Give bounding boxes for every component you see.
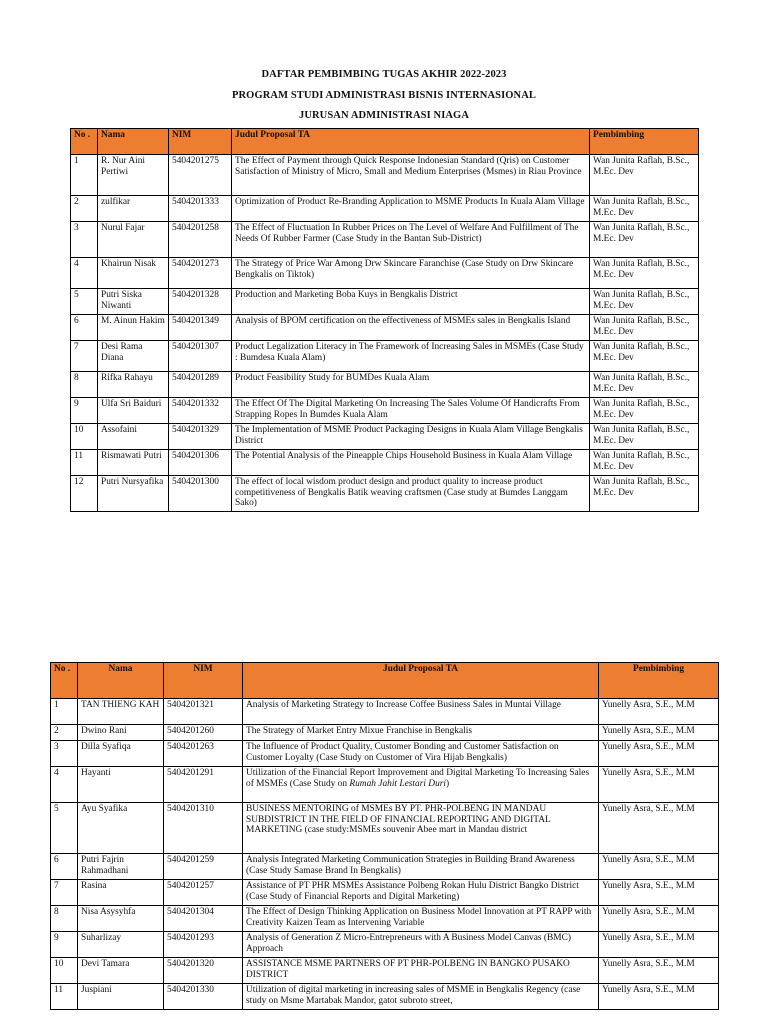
row-nim: 5404201291 — [164, 767, 243, 803]
row-no: 6 — [71, 315, 98, 341]
row-no: 3 — [71, 222, 98, 258]
row-no: 4 — [71, 258, 98, 289]
table-row — [71, 424, 699, 450]
row-judul: The Effect of Design Thinking Application on Business Model Innovation at PT RAPP with Creativity Kaizen Team as Intervening Variable — [243, 906, 599, 932]
table-header-row — [71, 129, 699, 155]
table-row — [51, 906, 719, 932]
row-judul: Product Feasibility Study for BUMDes Kuala Alam — [232, 372, 590, 398]
row-pembimbing: Wan Junita Raflah, B.Sc., M.Ec. Dev — [590, 476, 699, 512]
row-nim: 5404201258 — [169, 222, 232, 258]
row-no: 10 — [71, 424, 98, 450]
row-no: 11 — [51, 984, 78, 1010]
row-nama: Devi Tamara — [78, 958, 164, 984]
table-row — [51, 803, 719, 854]
table-row — [51, 932, 719, 958]
row-nama: Suharlizay — [78, 932, 164, 958]
row-pembimbing: Yunelly Asra, S.E., M.M — [599, 725, 719, 741]
header-nama: Nama — [78, 663, 164, 699]
table-row — [51, 767, 719, 803]
header-nim: NIM — [164, 663, 243, 699]
row-judul: The Effect Of The Digital Marketing On Increasing The Sales Volume Of Handicrafts From Strapping Ropes In Bumdes Kuala Alam — [232, 398, 590, 424]
row-judul: Analysis of Generation Z Micro-Entrepreneurs with A Business Model Canvas (BMC) Approach — [243, 932, 599, 958]
row-nim: 5404201332 — [169, 398, 232, 424]
row-nama: Putri Fajrin Rahmadhani — [78, 854, 164, 880]
table-row — [51, 984, 719, 1010]
row-pembimbing: Yunelly Asra, S.E., M.M — [599, 906, 719, 932]
row-nama: zulfikar — [98, 196, 169, 222]
row-judul: Optimization of Product Re-Branding Application to MSME Products In Kuala Alam Village — [232, 196, 590, 222]
row-nim: 5404201289 — [169, 372, 232, 398]
row-pembimbing: Wan Junita Raflah, B.Sc., M.Ec. Dev — [590, 289, 699, 315]
row-nama: R. Nur Aini Pertiwi — [98, 155, 169, 196]
row-judul: Assistance of PT PHR MSMEs Assistance Polbeng Rokan Hulu District Bangko District (Case Study of Financial Reports and Digital Marketing) — [243, 880, 599, 906]
header-no: No . — [51, 663, 78, 699]
row-no: 1 — [71, 155, 98, 196]
row-no: 5 — [71, 289, 98, 315]
row-pembimbing: Wan Junita Raflah, B.Sc., M.Ec. Dev — [590, 398, 699, 424]
row-nim: 5404201307 — [169, 341, 232, 372]
row-no: 6 — [51, 854, 78, 880]
row-pembimbing: Wan Junita Raflah, B.Sc., M.Ec. Dev — [590, 155, 699, 196]
row-nim: 5404201273 — [169, 258, 232, 289]
row-nama: Rasina — [78, 880, 164, 906]
row-pembimbing: Wan Junita Raflah, B.Sc., M.Ec. Dev — [590, 372, 699, 398]
table-row — [71, 372, 699, 398]
row-no: 8 — [71, 372, 98, 398]
row-nim: 5404201300 — [169, 476, 232, 512]
row-nama: M. Ainun Hakim — [98, 315, 169, 341]
title-heading: DAFTAR PEMBIMBING TUGAS AKHIR 2022-2023 — [261, 69, 507, 80]
row-judul: Analysis of BPOM certification on the effectiveness of MSMEs sales in Bengkalis Island — [232, 315, 590, 341]
table-row — [71, 289, 699, 315]
row-nama: Desi Rama Diana — [98, 341, 169, 372]
row-judul: Utilization of the Financial Report Improvement and Digital Marketing To Increasing Sales of MSMEs (Case Study on Rumah Jahit Lestari Duri) — [243, 767, 599, 803]
row-pembimbing: Yunelly Asra, S.E., M.M — [599, 932, 719, 958]
row-nama: Dwino Rani — [78, 725, 164, 741]
row-nim: 5404201328 — [169, 289, 232, 315]
row-nim: 5404201263 — [164, 741, 243, 767]
row-judul: The Implementation of MSME Product Packaging Designs in Kuala Alam Village Bengkalis District — [232, 424, 590, 450]
row-judul: The Influence of Product Quality, Customer Bonding and Customer Satisfaction on Customer Loyalty (Case Study on Customer of Vira Hijab Bengkalis) — [243, 741, 599, 767]
row-nama: TAN THIENG KAH — [78, 699, 164, 725]
row-judul: The Strategy of Market Entry Mixue Franchise in Bengkalis — [243, 725, 599, 741]
row-no: 7 — [51, 880, 78, 906]
table-row — [71, 341, 699, 372]
row-nim: 5404201349 — [169, 315, 232, 341]
row-nim: 5404201310 — [164, 803, 243, 854]
table-row — [71, 222, 699, 258]
row-nama: Rismawati Putri — [98, 450, 169, 476]
row-pembimbing: Yunelly Asra, S.E., M.M — [599, 803, 719, 854]
table-row — [51, 725, 719, 741]
row-nim: 5404201330 — [164, 984, 243, 1010]
row-no: 7 — [71, 341, 98, 372]
row-pembimbing: Yunelly Asra, S.E., M.M — [599, 854, 719, 880]
row-nama: Ulfa Sri Baiduri — [98, 398, 169, 424]
row-judul: The Effect of Payment through Quick Response Indonesian Standard (Qris) on Customer Satisfaction of Ministry of Micro, Small and Medium Enterprises (Msmes) in Riau Province — [232, 155, 590, 196]
table-row — [71, 155, 699, 196]
row-judul: The Potential Analysis of the Pineapple Chips Household Business in Kuala Alam Village — [232, 450, 590, 476]
header-pembimbing: Pembimbing — [599, 663, 719, 699]
row-no: 4 — [51, 767, 78, 803]
row-nim: 5404201320 — [164, 958, 243, 984]
row-no: 5 — [51, 803, 78, 854]
row-judul: ASSISTANCE MSME PARTNERS OF PT PHR-POLBENG IN BANGKO PUSAKO DISTRICT — [243, 958, 599, 984]
table-row — [51, 741, 719, 767]
table-row — [71, 398, 699, 424]
row-pembimbing: Wan Junita Raflah, B.Sc., M.Ec. Dev — [590, 450, 699, 476]
row-nama: Rifka Rahayu — [98, 372, 169, 398]
row-nama: Assofaini — [98, 424, 169, 450]
header-nim: NIM — [169, 129, 232, 155]
row-nama: Dilla Syafiqa — [78, 741, 164, 767]
table-row — [71, 476, 699, 512]
row-nim: 5404201321 — [164, 699, 243, 725]
header-no: No . — [71, 129, 98, 155]
row-judul: The effect of local wisdom product design and product quality to increase product competitiveness of Bengkalis Batik weaving craftsmen (Case study at Bumdes Langgam Sako) — [232, 476, 590, 512]
row-pembimbing: Wan Junita Raflah, B.Sc., M.Ec. Dev — [590, 424, 699, 450]
row-no: 12 — [71, 476, 98, 512]
row-nim: 5404201306 — [169, 450, 232, 476]
row-no: 11 — [71, 450, 98, 476]
program-heading: PROGRAM STUDI ADMINISTRASI BISNIS INTERNASIONAL — [231, 90, 536, 101]
row-nama: Ayu Syafika — [78, 803, 164, 854]
row-pembimbing: Wan Junita Raflah, B.Sc., M.Ec. Dev — [590, 258, 699, 289]
row-pembimbing: Yunelly Asra, S.E., M.M — [599, 880, 719, 906]
row-judul: Product Legalization Literacy in The Framework of Increasing Sales in MSMEs (Case Study : Bumdesa Kuala Alam) — [232, 341, 590, 372]
row-nama: Putri Nursyafika — [98, 476, 169, 512]
table-row — [71, 196, 699, 222]
row-no: 1 — [51, 699, 78, 725]
row-no: 10 — [51, 958, 78, 984]
table-row — [71, 315, 699, 341]
row-no: 9 — [51, 932, 78, 958]
table-row — [51, 854, 719, 880]
row-nama: Khairun Nisak — [98, 258, 169, 289]
row-pembimbing: Yunelly Asra, S.E., M.M — [599, 984, 719, 1010]
header-judul: Judul Proposal TA — [243, 663, 599, 699]
row-nim: 5404201329 — [169, 424, 232, 450]
row-nim: 5404201293 — [164, 932, 243, 958]
row-no: 8 — [51, 906, 78, 932]
row-pembimbing: Yunelly Asra, S.E., M.M — [599, 699, 719, 725]
header-nama: Nama — [98, 129, 169, 155]
department-heading: JURUSAN ADMINISTRASI NIAGA — [298, 110, 470, 121]
row-pembimbing: Wan Junita Raflah, B.Sc., M.Ec. Dev — [590, 222, 699, 258]
table-row — [51, 880, 719, 906]
table-header-row — [51, 663, 719, 699]
supervisor-table-1 — [70, 128, 699, 512]
row-pembimbing: Wan Junita Raflah, B.Sc., M.Ec. Dev — [590, 196, 699, 222]
table-row — [71, 450, 699, 476]
row-nim: 5404201260 — [164, 725, 243, 741]
row-judul: The Strategy of Price War Among Drw Skincare Faranchise (Case Study on Drw Skincare Bengkalis on Tiktok) — [232, 258, 590, 289]
table-row — [51, 699, 719, 725]
row-judul: Utilization of digital marketing in increasing sales of MSME in Bengkalis Regency (case study on Msme Martabak Mandor, gatot subroto street, — [243, 984, 599, 1010]
row-no: 9 — [71, 398, 98, 424]
table-row — [71, 258, 699, 289]
row-judul: Analysis Integrated Marketing Communication Strategies in Building Brand Awareness (Case Study Samase Brand In Bengkalis) — [243, 854, 599, 880]
row-nama: Hayanti — [78, 767, 164, 803]
row-no: 2 — [51, 725, 78, 741]
row-judul: BUSINESS MENTORING of MSMEs BY PT. PHR-POLBENG IN MANDAU SUBDISTRICT IN THE FIELD OF FINANCIAL REPORTING AND DIGITAL MARKETING (case study:MSMEs souvenir Abee mart in Mandau district — [243, 803, 599, 854]
row-judul: The Effect of Fluctuation In Rubber Prices on The Level of Welfare And Fulfillment of The Needs Of Rubber Farmer (Case Study in the Bantan Sub-District) — [232, 222, 590, 258]
row-judul: Production and Marketing Boba Kuys in Bengkalis District — [232, 289, 590, 315]
row-pembimbing: Yunelly Asra, S.E., M.M — [599, 767, 719, 803]
row-pembimbing: Wan Junita Raflah, B.Sc., M.Ec. Dev — [590, 341, 699, 372]
row-nama: Juspiani — [78, 984, 164, 1010]
row-nama: Nurul Fajar — [98, 222, 169, 258]
row-nama: Putri Siska Niwanti — [98, 289, 169, 315]
row-nim: 5404201257 — [164, 880, 243, 906]
table-row — [51, 958, 719, 984]
row-nim: 5404201333 — [169, 196, 232, 222]
row-nim: 5404201304 — [164, 906, 243, 932]
row-no: 3 — [51, 741, 78, 767]
row-pembimbing: Wan Junita Raflah, B.Sc., M.Ec. Dev — [590, 315, 699, 341]
supervisor-table-2 — [50, 662, 719, 1010]
header-pembimbing: Pembimbing — [590, 129, 699, 155]
row-no: 2 — [71, 196, 98, 222]
row-judul: Analysis of Marketing Strategy to Increase Coffee Business Sales in Muntai Village — [243, 699, 599, 725]
row-nim: 5404201275 — [169, 155, 232, 196]
row-pembimbing: Yunelly Asra, S.E., M.M — [599, 958, 719, 984]
header-judul: Judul Proposal TA — [232, 129, 590, 155]
row-nim: 5404201259 — [164, 854, 243, 880]
row-nama: Nisa Asysyhfa — [78, 906, 164, 932]
row-pembimbing: Yunelly Asra, S.E., M.M — [599, 741, 719, 767]
